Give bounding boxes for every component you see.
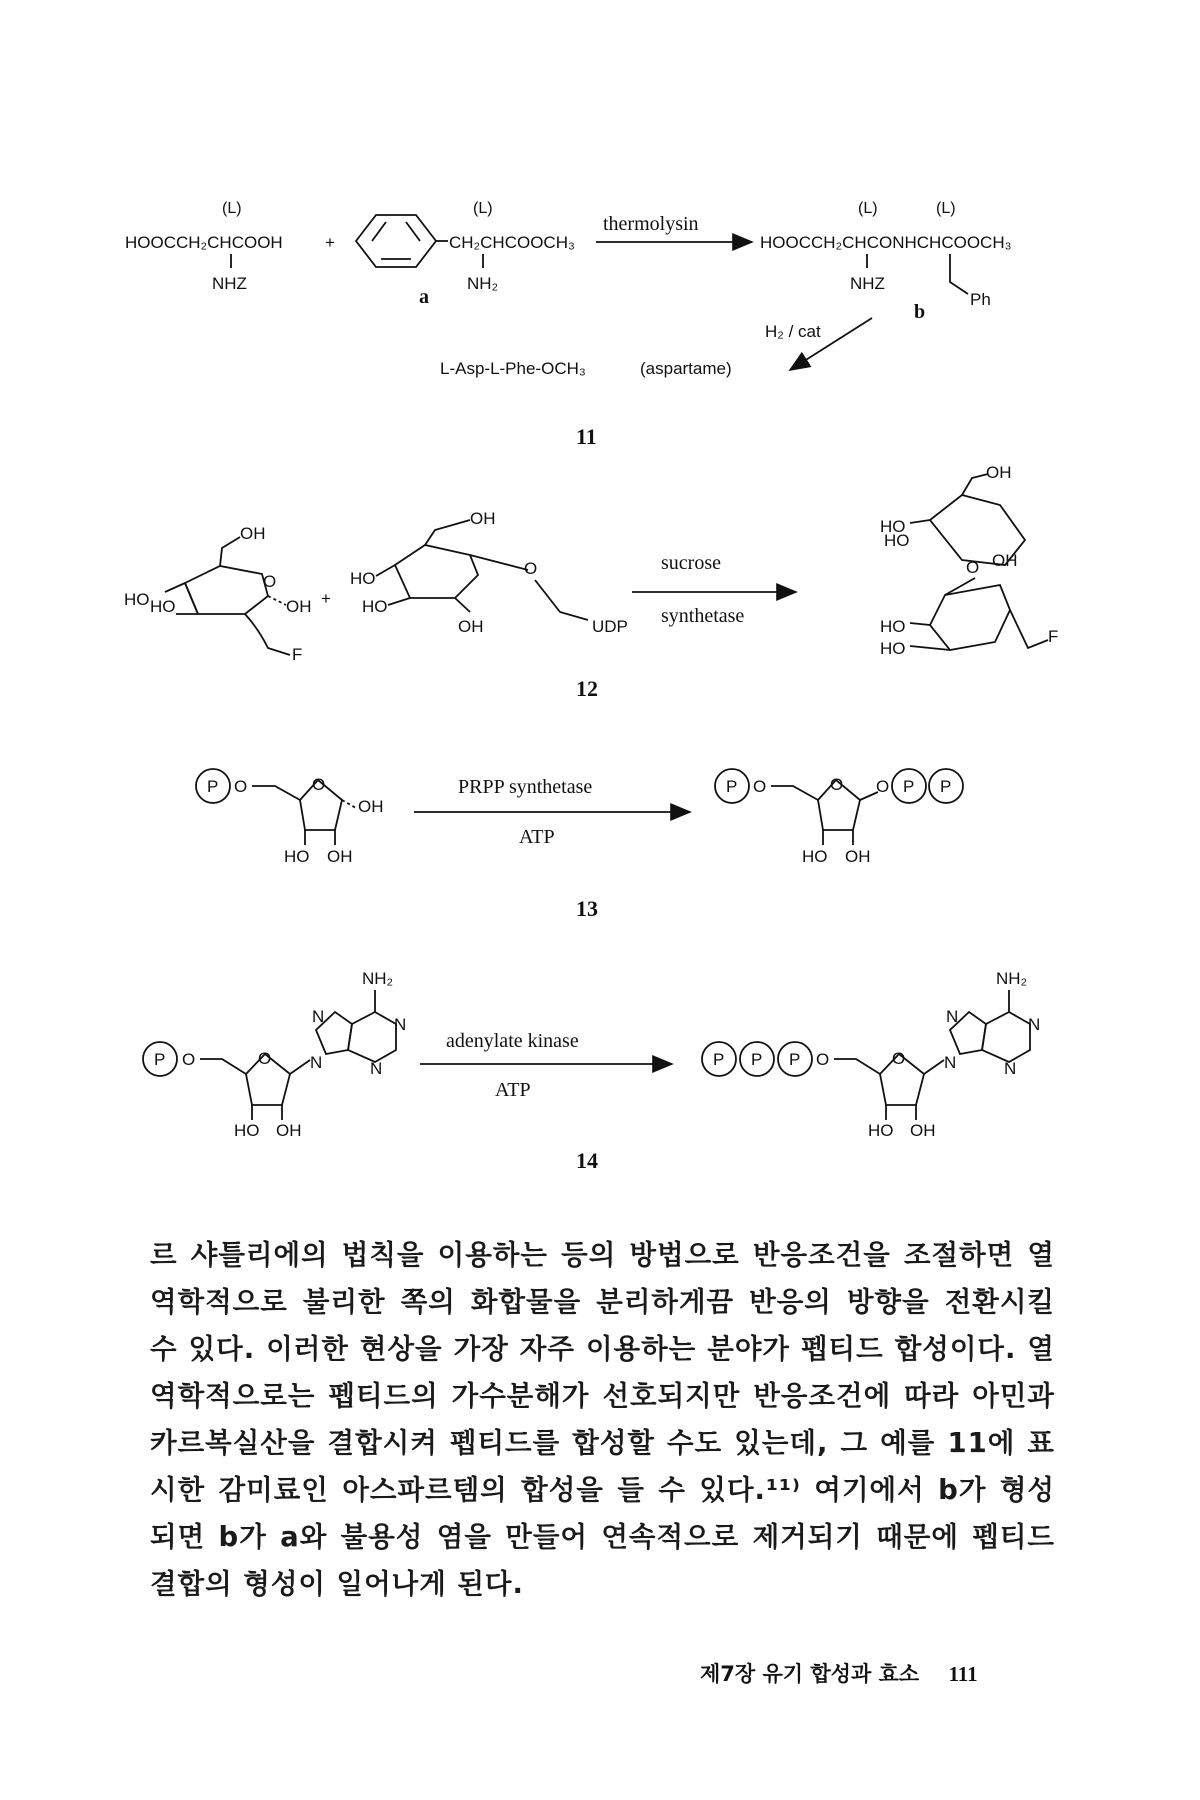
page-number: 111 (948, 1662, 978, 1686)
ring-o-13a: O (312, 775, 326, 794)
label-a: a (419, 286, 429, 308)
ring-o-14a: O (258, 1049, 272, 1068)
o-link-13b: O (753, 777, 767, 796)
product-fluorine: F (1048, 627, 1059, 646)
oh-c2-b: OH (458, 617, 484, 636)
ho-b-1: HO (350, 569, 376, 588)
reactant2-stereo: (L) (473, 200, 493, 217)
reactant1-formula: HOOCCH₂CHCOOH (125, 233, 283, 252)
phosphate-p-13d: P (940, 777, 952, 796)
aspartame-name: (aspartame) (640, 359, 732, 378)
page-footer (700, 1658, 1060, 1688)
cofactor-atp-14: ATP (495, 1079, 531, 1101)
oh-anomer-a: OH (286, 597, 312, 616)
aspartame-formula: L-Asp-L-Phe-OCH₃ (440, 359, 586, 378)
ho-14a: HO (234, 1121, 260, 1140)
ho-13a: HO (284, 847, 310, 866)
product-ho-2: HO (884, 531, 910, 550)
scheme-12 (124, 463, 1058, 701)
enzyme-prpp-synthetase: PRPP synthetase (458, 776, 593, 798)
body-paragraph: 르 샤틀리에의 법칙을 이용하는 등의 방법으로 반응조건을 조절하면 열역학적으로 불리한 쪽의 화합물을 분리하게끔 반응의 방향을 전환시킬 수 있다. 이러한 현상을 가장 자주 이용하는 분야가 펩티드 합성이다. 열역학적으로는 펩티드의 가수분해가 선호되지만 반응조건에 따라 아민과 카르복실산을 결합시켜 펩티드를 합성할 수도 있는데, 그 예를 11에 표시한 감미료인 아스파르템의 합성을 들 수 있다.¹¹⁾ 여기에서 b가 형성되면 b가 a와 불용성 염을 만들어 연속적으로 제거되기 때문에 펩티드 결합의 형성이 일어나게 된다. (150, 1239, 1055, 1600)
oh-14a: OH (276, 1121, 302, 1140)
o-link-13a: O (234, 777, 248, 796)
phosphate-p-13a: P (207, 777, 219, 796)
product-ho-1: HO (880, 517, 906, 536)
enzyme-synthetase: synthetase (661, 605, 745, 627)
fluorine-a: F (292, 645, 303, 664)
phosphate-p-14a: P (154, 1050, 166, 1069)
o-link-14a: O (182, 1050, 196, 1069)
reactant2-formula: CH₂CHCOOCH₃ (449, 233, 575, 252)
udp-label: UDP (592, 617, 628, 636)
scheme-13 (196, 769, 963, 921)
enzyme-sucrose: sucrose (661, 552, 721, 574)
nh2-14a: NH₂ (362, 969, 394, 988)
ring-o-a: O (263, 572, 277, 591)
label-b: b (914, 301, 926, 323)
nh2-14b: NH₂ (996, 969, 1028, 988)
enzyme-adenylate-kinase: adenylate kinase (446, 1030, 579, 1052)
ho-a-2: HO (150, 597, 176, 616)
phosphate-p-14d: P (789, 1050, 801, 1069)
product-oh-top: OH (986, 463, 1012, 482)
oh-c6-b: OH (470, 509, 496, 528)
scheme-number-12: 12 (576, 676, 598, 701)
o-link-14b: O (816, 1050, 830, 1069)
phosphate-p-13c: P (903, 777, 915, 796)
product-ho-4: HO (880, 639, 906, 658)
dipeptide-ph: Ph (970, 290, 991, 309)
oh-13b: OH (845, 847, 871, 866)
plus-sign: + (325, 233, 335, 252)
reactant2-nh2: NH₂ (467, 274, 499, 293)
ring-o-13b: O (830, 775, 844, 794)
o-pyro-13b: O (876, 777, 890, 796)
n7-14b: N (946, 1007, 959, 1026)
n3-14b: N (1004, 1059, 1017, 1078)
enzyme-thermolysin: thermolysin (603, 213, 699, 235)
cofactor-atp-13: ATP (519, 826, 555, 848)
dipeptide-nhz: NHZ (850, 274, 885, 293)
ring-o-b: O (524, 559, 538, 578)
oh-c6-a: OH (240, 524, 266, 543)
product-stereo-1: (L) (858, 200, 878, 217)
ho-14b: HO (868, 1121, 894, 1140)
product-ho-3: HO (880, 617, 906, 636)
product-ring-o: O (966, 558, 980, 577)
oh-13a: OH (327, 847, 353, 866)
product-stereo-2: (L) (936, 200, 956, 217)
phosphate-p-14c: P (751, 1050, 763, 1069)
scheme-number-11: 11 (576, 424, 597, 449)
chapter-title: 제7장 유기 합성과 효소 (700, 1662, 920, 1686)
scheme-number-14: 14 (576, 1148, 598, 1173)
scheme-number-13: 13 (576, 896, 598, 921)
phosphate-p-14b: P (713, 1050, 725, 1069)
n9-14a: N (310, 1053, 323, 1072)
scheme-14 (143, 969, 1040, 1173)
n3-14a: N (370, 1059, 383, 1078)
n1-14b: N (1028, 1015, 1041, 1034)
hydrogenation-conditions: H₂ / cat (765, 322, 821, 341)
dipeptide-formula: HOOCCH₂CHCONHCHCOOCH₃ (760, 233, 1012, 252)
oh-anomer-13a: OH (358, 797, 384, 816)
n9-14b: N (944, 1053, 957, 1072)
phosphate-p-13b: P (726, 777, 738, 796)
ring-o-14b: O (892, 1049, 906, 1068)
oh-14b: OH (910, 1121, 936, 1140)
n1-14a: N (394, 1015, 407, 1034)
reactant1-stereo: (L) (222, 200, 242, 217)
scheme-11 (125, 200, 1012, 449)
n7-14a: N (312, 1007, 325, 1026)
ho-a-1: HO (124, 590, 150, 609)
plus-sign-2: + (321, 589, 331, 608)
ho-13b: HO (802, 847, 828, 866)
ho-b-2: HO (362, 597, 388, 616)
product-oh-mid: OH (992, 551, 1018, 570)
reactant1-nhz: NHZ (212, 274, 247, 293)
